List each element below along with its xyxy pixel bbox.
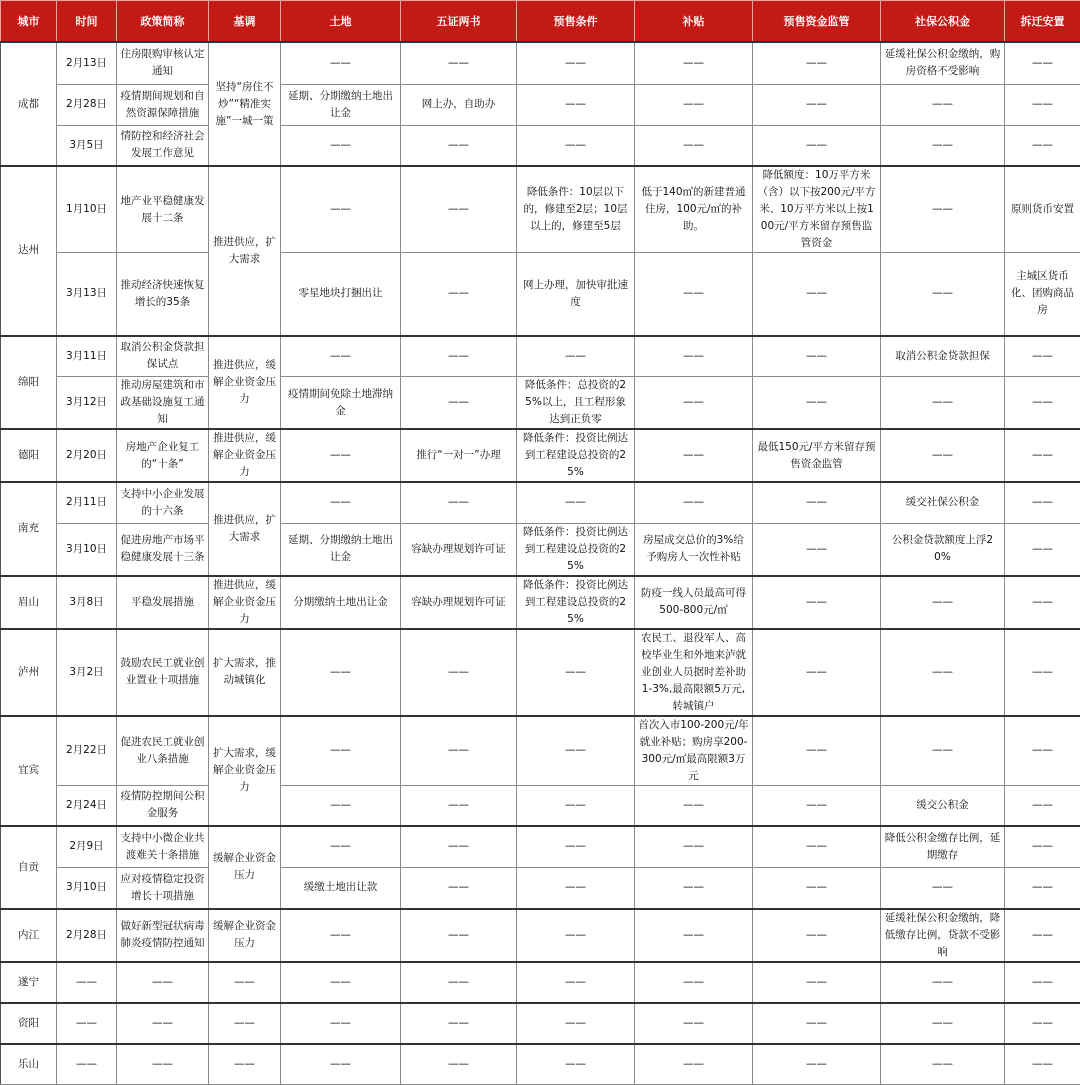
- tone-cell: ——: [209, 962, 281, 1003]
- presale-cell: ——: [517, 629, 635, 716]
- table-row: [1, 1044, 1080, 1085]
- subsidy-cell: ——: [635, 868, 753, 909]
- presale-cell: ——: [517, 336, 635, 377]
- social-housing-fund-cell: ——: [881, 125, 1005, 166]
- header-social-housing-fund: 社保公积金: [881, 1, 1005, 43]
- city-cell: 乐山: [1, 1044, 57, 1085]
- presale-cell: ——: [517, 1044, 635, 1085]
- certificates-cell: ——: [401, 1003, 517, 1044]
- tone-cell: 推进供应，缓解企业资金压力: [209, 576, 281, 629]
- relocation-cell: ——: [1005, 826, 1080, 868]
- table-row: [1, 482, 1080, 523]
- relocation-cell: 原则货币安置: [1005, 166, 1080, 253]
- social-housing-fund-cell: ——: [881, 1003, 1005, 1044]
- land-cell: 分期缴纳土地出让金: [281, 576, 401, 629]
- date-cell: 2月22日: [57, 716, 117, 786]
- social-housing-fund-cell: ——: [881, 629, 1005, 716]
- relocation-cell: 主城区货币化、团购商品房: [1005, 253, 1080, 336]
- fund-supervision-cell: ——: [753, 482, 881, 523]
- fund-supervision-cell: ——: [753, 253, 881, 336]
- presale-cell: ——: [517, 909, 635, 962]
- social-housing-fund-cell: 公积金贷款额度上浮20%: [881, 523, 1005, 576]
- date-cell: 3月11日: [57, 336, 117, 377]
- presale-cell: ——: [517, 482, 635, 523]
- date-cell: 2月11日: [57, 482, 117, 523]
- subsidy-cell: ——: [635, 429, 753, 482]
- header-land: 土地: [281, 1, 401, 43]
- social-housing-fund-cell: ——: [881, 429, 1005, 482]
- social-housing-fund-cell: ——: [881, 377, 1005, 430]
- land-cell: ——: [281, 962, 401, 1003]
- land-cell: ——: [281, 716, 401, 786]
- land-cell: 延期、分期缴纳土地出让金: [281, 84, 401, 125]
- header-relocation: 拆迁安置: [1005, 1, 1080, 43]
- social-housing-fund-cell: 取消公积金贷款担保: [881, 336, 1005, 377]
- fund-supervision-cell: ——: [753, 909, 881, 962]
- relocation-cell: ——: [1005, 42, 1080, 84]
- fund-supervision-cell: ——: [753, 1003, 881, 1044]
- date-cell: ——: [57, 1044, 117, 1085]
- certificates-cell: ——: [401, 826, 517, 868]
- header-presale: 预售条件: [517, 1, 635, 43]
- subsidy-cell: ——: [635, 42, 753, 84]
- date-cell: 2月28日: [57, 909, 117, 962]
- date-cell: ——: [57, 1003, 117, 1044]
- relocation-cell: ——: [1005, 629, 1080, 716]
- fund-supervision-cell: ——: [753, 84, 881, 125]
- subsidy-cell: 首次入市100-200元/年就业补贴；购房享200-300元/㎡最高限额3万元: [635, 716, 753, 786]
- header-row: [1, 1, 1080, 43]
- subsidy-cell: ——: [635, 336, 753, 377]
- table-row: [1, 84, 1080, 125]
- table-row: [1, 377, 1080, 430]
- certificates-cell: ——: [401, 868, 517, 909]
- presale-cell: 网上办理，加快审批速度: [517, 253, 635, 336]
- table-row: [1, 868, 1080, 909]
- date-cell: 3月13日: [57, 253, 117, 336]
- land-cell: 零星地块打捆出让: [281, 253, 401, 336]
- date-cell: 1月10日: [57, 166, 117, 253]
- presale-cell: ——: [517, 962, 635, 1003]
- certificates-cell: ——: [401, 629, 517, 716]
- date-cell: 3月2日: [57, 629, 117, 716]
- certificates-cell: 网上办，自助办: [401, 84, 517, 125]
- presale-cell: ——: [517, 1003, 635, 1044]
- city-cell: 宜宾: [1, 716, 57, 826]
- header-city: 城市: [1, 1, 57, 43]
- fund-supervision-cell: ——: [753, 576, 881, 629]
- table-row: [1, 429, 1080, 482]
- policy-cell: 房地产企业复工的“十条”: [117, 429, 209, 482]
- city-cell: 南充: [1, 482, 57, 576]
- social-housing-fund-cell: ——: [881, 716, 1005, 786]
- table-row: [1, 716, 1080, 786]
- fund-supervision-cell: ——: [753, 868, 881, 909]
- date-cell: 2月20日: [57, 429, 117, 482]
- fund-supervision-cell: 最低150元/平方米留存预售资金监管: [753, 429, 881, 482]
- header-subsidy: 补贴: [635, 1, 753, 43]
- land-cell: 疫情期间免除土地滞纳金: [281, 377, 401, 430]
- fund-supervision-cell: ——: [753, 716, 881, 786]
- land-cell: ——: [281, 629, 401, 716]
- policy-cell: 做好新型冠状病毒肺炎疫情防控通知: [117, 909, 209, 962]
- table-row: [1, 125, 1080, 166]
- tone-cell: ——: [209, 1044, 281, 1085]
- policy-cell: 推动经济快速恢复增长的35条: [117, 253, 209, 336]
- social-housing-fund-cell: ——: [881, 166, 1005, 253]
- presale-cell: ——: [517, 84, 635, 125]
- relocation-cell: ——: [1005, 909, 1080, 962]
- tone-cell: 推进供应，扩大需求: [209, 482, 281, 576]
- subsidy-cell: ——: [635, 909, 753, 962]
- city-cell: 自贡: [1, 826, 57, 909]
- subsidy-cell: 低于140㎡的新建普通住房，100元/㎡的补助。: [635, 166, 753, 253]
- certificates-cell: ——: [401, 1044, 517, 1085]
- land-cell: ——: [281, 1003, 401, 1044]
- presale-cell: ——: [517, 125, 635, 166]
- header-date: 时间: [57, 1, 117, 43]
- presale-cell: 降低条件：投资比例达到工程建设总投资的25%: [517, 429, 635, 482]
- social-housing-fund-cell: ——: [881, 253, 1005, 336]
- city-cell: 资阳: [1, 1003, 57, 1044]
- subsidy-cell: ——: [635, 125, 753, 166]
- table-row: [1, 909, 1080, 962]
- header-certificates: 五证两书: [401, 1, 517, 43]
- social-housing-fund-cell: 缓交公积金: [881, 786, 1005, 826]
- relocation-cell: ——: [1005, 377, 1080, 430]
- policy-cell: 鼓励农民工就业创业置业十项措施: [117, 629, 209, 716]
- policy-cell: 应对疫情稳定投资增长十项措施: [117, 868, 209, 909]
- land-cell: ——: [281, 909, 401, 962]
- subsidy-cell: ——: [635, 1044, 753, 1085]
- relocation-cell: ——: [1005, 576, 1080, 629]
- relocation-cell: ——: [1005, 868, 1080, 909]
- land-cell: ——: [281, 826, 401, 868]
- city-cell: 遂宁: [1, 962, 57, 1003]
- certificates-cell: ——: [401, 962, 517, 1003]
- presale-cell: ——: [517, 716, 635, 786]
- subsidy-cell: ——: [635, 962, 753, 1003]
- date-cell: ——: [57, 962, 117, 1003]
- relocation-cell: ——: [1005, 1044, 1080, 1085]
- certificates-cell: 容缺办理规划许可证: [401, 523, 517, 576]
- tone-cell: ——: [209, 1003, 281, 1044]
- city-cell: 达州: [1, 166, 57, 336]
- subsidy-cell: ——: [635, 826, 753, 868]
- city-cell: 成都: [1, 42, 57, 166]
- policy-cell: ——: [117, 962, 209, 1003]
- tone-cell: 坚持“房住不炒”“精准实施”一城一策: [209, 42, 281, 166]
- header-fund-supervision: 预售资金监管: [753, 1, 881, 43]
- policy-cell: 取消公积金贷款担保试点: [117, 336, 209, 377]
- policy-cell: 支持中小微企业共渡难关十条措施: [117, 826, 209, 868]
- relocation-cell: ——: [1005, 786, 1080, 826]
- subsidy-cell: 防疫一线人员最高可得500-800元/㎡: [635, 576, 753, 629]
- city-cell: 内江: [1, 909, 57, 962]
- policy-cell: 平稳发展措施: [117, 576, 209, 629]
- subsidy-cell: ——: [635, 84, 753, 125]
- policy-cell: 支持中小企业发展的十六条: [117, 482, 209, 523]
- subsidy-cell: ——: [635, 482, 753, 523]
- tone-cell: 推进供应，缓解企业资金压力: [209, 429, 281, 482]
- presale-cell: ——: [517, 786, 635, 826]
- city-cell: 泸州: [1, 629, 57, 716]
- relocation-cell: ——: [1005, 429, 1080, 482]
- policy-cell: 情防控和经济社会发展工作意见: [117, 125, 209, 166]
- presale-cell: 降低条件：10层以下的，修建至2层；10层以上的，修建至5层: [517, 166, 635, 253]
- fund-supervision-cell: 降低额度：10万平方米（含）以下按200元/平方米、10万平方米以上按100元/平方米留存预售监管资金: [753, 166, 881, 253]
- date-cell: 3月10日: [57, 523, 117, 576]
- fund-supervision-cell: ——: [753, 826, 881, 868]
- subsidy-cell: ——: [635, 786, 753, 826]
- subsidy-cell: ——: [635, 1003, 753, 1044]
- city-cell: 眉山: [1, 576, 57, 629]
- social-housing-fund-cell: 延缓社保公积金缴纳，降低缴存比例，贷款不受影响: [881, 909, 1005, 962]
- tone-cell: 扩大需求，缓解企业资金压力: [209, 716, 281, 826]
- social-housing-fund-cell: 缓交社保公积金: [881, 482, 1005, 523]
- fund-supervision-cell: ——: [753, 42, 881, 84]
- certificates-cell: 容缺办理规划许可证: [401, 576, 517, 629]
- tone-cell: 扩大需求，推动城镇化: [209, 629, 281, 716]
- table-row: [1, 166, 1080, 253]
- land-cell: ——: [281, 166, 401, 253]
- table-row: [1, 42, 1080, 84]
- policy-cell: 促进房地产市场平稳健康发展十三条: [117, 523, 209, 576]
- land-cell: 延期、分期缴纳土地出让金: [281, 523, 401, 576]
- presale-cell: ——: [517, 826, 635, 868]
- relocation-cell: ——: [1005, 1003, 1080, 1044]
- table-row: [1, 826, 1080, 868]
- certificates-cell: ——: [401, 42, 517, 84]
- relocation-cell: ——: [1005, 482, 1080, 523]
- date-cell: 2月9日: [57, 826, 117, 868]
- relocation-cell: ——: [1005, 523, 1080, 576]
- land-cell: ——: [281, 482, 401, 523]
- date-cell: 2月13日: [57, 42, 117, 84]
- fund-supervision-cell: ——: [753, 786, 881, 826]
- table-row: [1, 253, 1080, 336]
- relocation-cell: ——: [1005, 716, 1080, 786]
- table-row: [1, 336, 1080, 377]
- social-housing-fund-cell: ——: [881, 868, 1005, 909]
- fund-supervision-cell: ——: [753, 962, 881, 1003]
- date-cell: 3月12日: [57, 377, 117, 430]
- certificates-cell: 推行“一对一”办理: [401, 429, 517, 482]
- certificates-cell: ——: [401, 786, 517, 826]
- presale-cell: 降低条件：总投资的25%以上，且工程形象达到正负零: [517, 377, 635, 430]
- relocation-cell: ——: [1005, 125, 1080, 166]
- land-cell: ——: [281, 1044, 401, 1085]
- presale-cell: 降低条件：投资比例达到工程建设总投资的25%: [517, 523, 635, 576]
- certificates-cell: ——: [401, 909, 517, 962]
- city-cell: 德阳: [1, 429, 57, 482]
- social-housing-fund-cell: 延缓社保公积金缴纳，购房资格不受影响: [881, 42, 1005, 84]
- policy-cell: 地产业平稳健康发展十二条: [117, 166, 209, 253]
- fund-supervision-cell: ——: [753, 336, 881, 377]
- certificates-cell: ——: [401, 377, 517, 430]
- tone-cell: 缓解企业资金压力: [209, 826, 281, 909]
- relocation-cell: ——: [1005, 84, 1080, 125]
- presale-cell: ——: [517, 868, 635, 909]
- fund-supervision-cell: ——: [753, 523, 881, 576]
- date-cell: 2月28日: [57, 84, 117, 125]
- policy-cell: ——: [117, 1003, 209, 1044]
- relocation-cell: ——: [1005, 336, 1080, 377]
- date-cell: 3月10日: [57, 868, 117, 909]
- date-cell: 3月5日: [57, 125, 117, 166]
- certificates-cell: ——: [401, 166, 517, 253]
- header-tone: 基调: [209, 1, 281, 43]
- land-cell: ——: [281, 125, 401, 166]
- presale-cell: ——: [517, 42, 635, 84]
- policy-cell: 疫情防控期间公积金服务: [117, 786, 209, 826]
- date-cell: 3月8日: [57, 576, 117, 629]
- city-cell: 绵阳: [1, 336, 57, 430]
- certificates-cell: ——: [401, 253, 517, 336]
- tone-cell: 缓解企业资金压力: [209, 909, 281, 962]
- table-row: [1, 523, 1080, 576]
- social-housing-fund-cell: 降低公积金缴存比例，延期缴存: [881, 826, 1005, 868]
- policy-cell: ——: [117, 1044, 209, 1085]
- certificates-cell: ——: [401, 482, 517, 523]
- social-housing-fund-cell: ——: [881, 576, 1005, 629]
- relocation-cell: ——: [1005, 962, 1080, 1003]
- certificates-cell: ——: [401, 336, 517, 377]
- date-cell: 2月24日: [57, 786, 117, 826]
- table-row: [1, 786, 1080, 826]
- certificates-cell: ——: [401, 716, 517, 786]
- fund-supervision-cell: ——: [753, 125, 881, 166]
- subsidy-cell: 农民工、退役军人、高校毕业生和外地来泸就业创业人员据时差补助1-3%,最高限额5万元,转城镇户: [635, 629, 753, 716]
- land-cell: ——: [281, 336, 401, 377]
- policy-cell: 住房限购审核认定通知: [117, 42, 209, 84]
- policy-cell: 推动房屋建筑和市政基础设施复工通知: [117, 377, 209, 430]
- social-housing-fund-cell: ——: [881, 962, 1005, 1003]
- table-row: [1, 962, 1080, 1003]
- policy-cell: 促进农民工就业创业八条措施: [117, 716, 209, 786]
- land-cell: ——: [281, 42, 401, 84]
- land-cell: ——: [281, 429, 401, 482]
- land-cell: 缓缴土地出让款: [281, 868, 401, 909]
- table-body: [1, 42, 1080, 1085]
- land-cell: ——: [281, 786, 401, 826]
- subsidy-cell: ——: [635, 253, 753, 336]
- table-row: [1, 629, 1080, 716]
- table-row: [1, 1003, 1080, 1044]
- tone-cell: 推进供应，扩大需求: [209, 166, 281, 336]
- social-housing-fund-cell: ——: [881, 1044, 1005, 1085]
- fund-supervision-cell: ——: [753, 629, 881, 716]
- presale-cell: 降低条件：投资比例达到工程建设总投资的25%: [517, 576, 635, 629]
- table-row: [1, 576, 1080, 629]
- header-policy: 政策简称: [117, 1, 209, 43]
- tone-cell: 推进供应，缓解企业资金压力: [209, 336, 281, 430]
- fund-supervision-cell: ——: [753, 377, 881, 430]
- policy-cell: 疫情期间规划和自然资源保障措施: [117, 84, 209, 125]
- fund-supervision-cell: ——: [753, 1044, 881, 1085]
- subsidy-cell: ——: [635, 377, 753, 430]
- social-housing-fund-cell: ——: [881, 84, 1005, 125]
- subsidy-cell: 房屋成交总价的3%给予购房人一次性补贴: [635, 523, 753, 576]
- certificates-cell: ——: [401, 125, 517, 166]
